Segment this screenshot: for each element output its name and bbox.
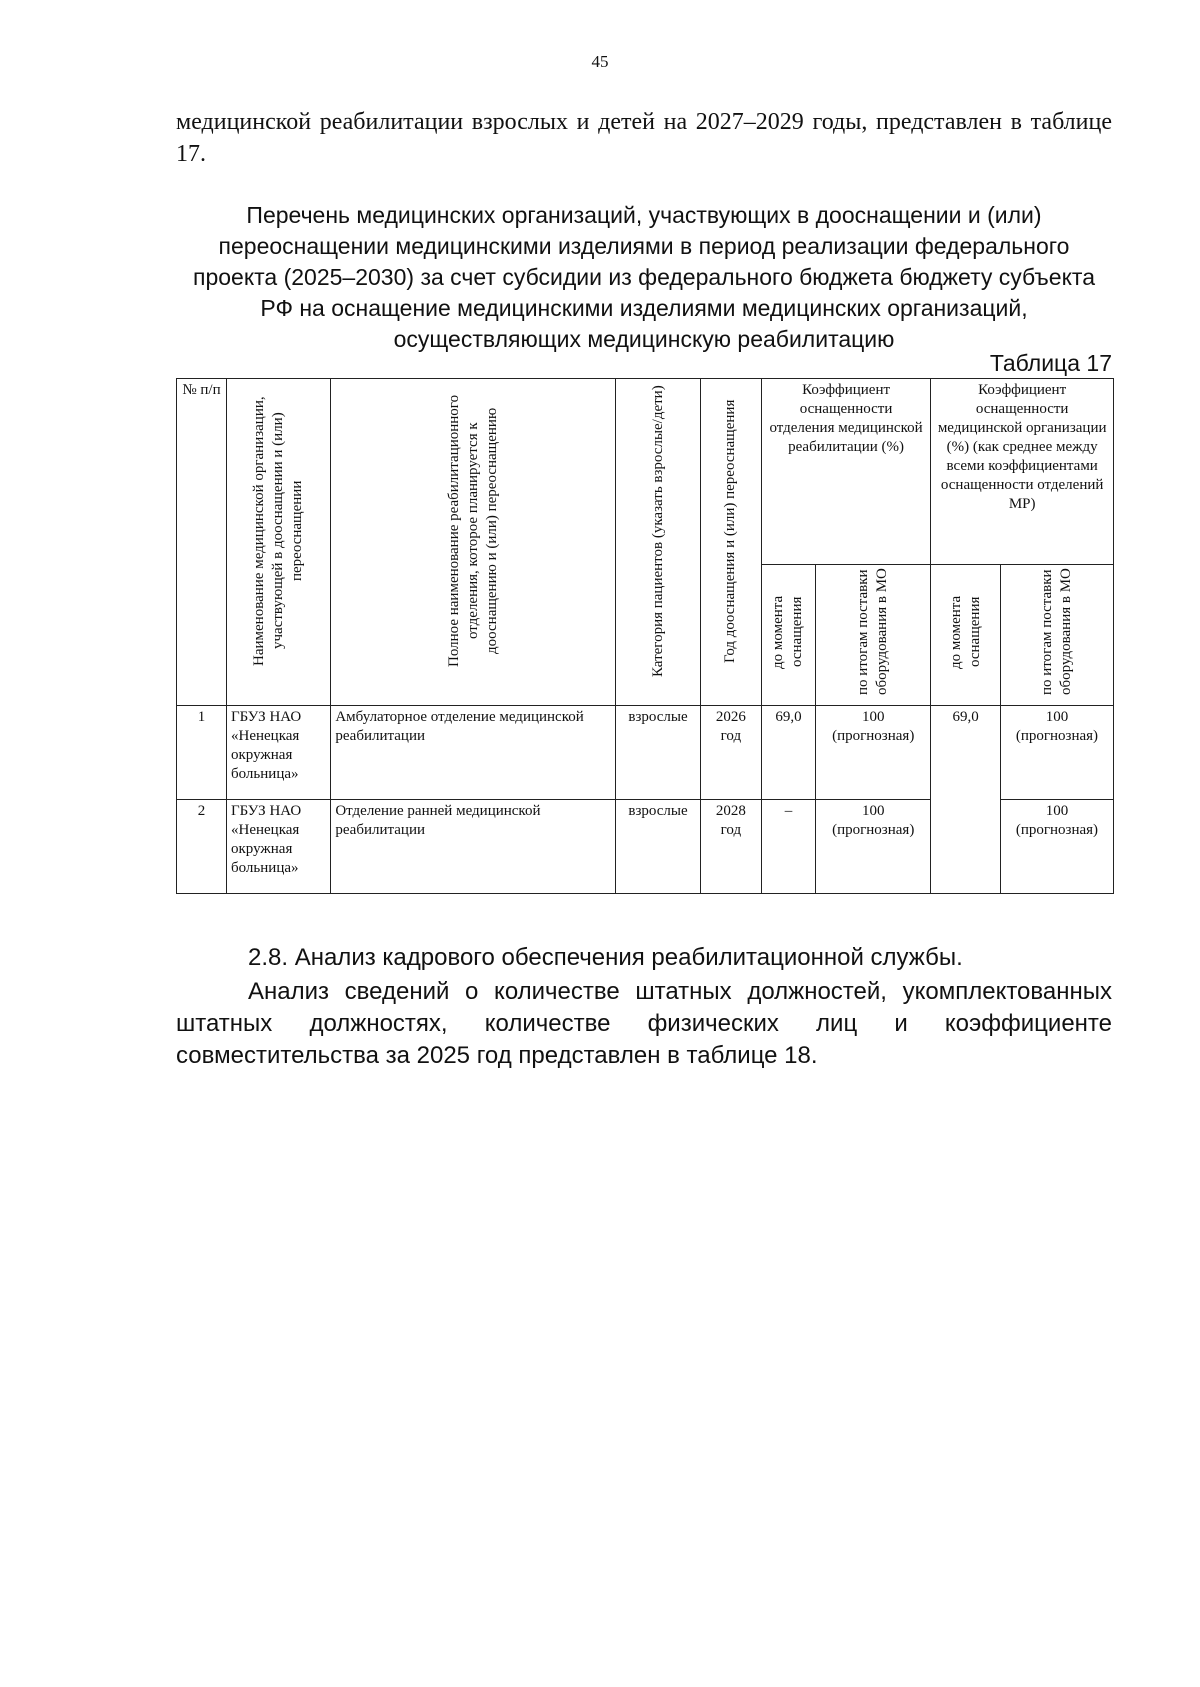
header-category — [616, 379, 701, 706]
section-heading: 2.8. Анализ кадрового обеспечения реабилитационной службы. — [248, 944, 963, 971]
table-title: Перечень медицинских организаций, участвующих в дооснащении и (или) переоснащении медицинскими изделиями в период реализации федерального проекта (2025–2030) за счет субсидии из федерального бюджета бюджету субъекта РФ на оснащение медицинскими изделиями медицинских организаций, осуществляющих медицинскую реабилитацию — [193, 202, 1095, 352]
row-dept-before: – — [761, 800, 815, 894]
row-dept: Отделение ранней медицинской реабилитации — [331, 800, 616, 894]
organizations-table — [176, 378, 1114, 894]
header-org-before — [931, 565, 1001, 706]
row-dept: Амбулаторное отделение медицинской реабилитации — [331, 706, 616, 800]
row-org-after: 100 (прогнозная) — [1000, 800, 1113, 894]
row-num: 2 — [177, 800, 227, 894]
header-dept-text: Полное наименование реабилитационного отделения, которое планируется к дооснащению и (или) переоснащению — [445, 394, 500, 668]
row-org: ГБУЗ НАО «Ненецкая окружная больница» — [227, 706, 331, 800]
row-dept-after: 100 (прогнозная) — [816, 706, 931, 800]
header-coef-org: Коэффициент оснащенности медицинской организации (%) (как среднее между всеми коэффициентами оснащенности отделений МР) — [931, 379, 1114, 565]
header-dept-before-text: до момента оснащения — [770, 595, 806, 669]
header-year — [700, 379, 761, 706]
table-row — [177, 706, 1114, 800]
row-org-after: 100 (прогнозная) — [1000, 706, 1113, 800]
header-num: № п/п — [177, 379, 227, 706]
section-body: Анализ сведений о количестве штатных должностей, укомплектованных штатных должностях, количестве физических лиц и коэффициенте совместительства за 2025 год представлен в таблице 18. — [176, 978, 1112, 1069]
header-dept-before — [761, 565, 815, 706]
row-org-before-merged: 69,0 — [931, 706, 1001, 894]
row-category: взрослые — [616, 706, 701, 800]
header-org-before-text: до момента оснащения — [947, 595, 983, 669]
header-org-text: Наименование медицинской организации, участвующей в дооснащении и (или) переоснащении — [251, 396, 306, 666]
header-dept-after — [816, 565, 931, 706]
row-org: ГБУЗ НАО «Ненецкая окружная больница» — [227, 800, 331, 894]
header-dept — [331, 379, 616, 706]
header-dept-after-text: по итогам поставки оборудования в МО — [855, 568, 891, 696]
header-org-after-text: по итогам поставки оборудования в МО — [1038, 568, 1074, 696]
row-dept-before: 69,0 — [761, 706, 815, 800]
header-year-text: Год дооснащения и (или) переоснащения — [722, 399, 739, 663]
header-org — [227, 379, 331, 706]
row-year: 2028 год — [700, 800, 761, 894]
page-number: 45 — [591, 52, 609, 71]
table-label: Таблица 17 — [989, 350, 1112, 376]
row-dept-after: 100 (прогнозная) — [816, 800, 931, 894]
header-coef-dept: Коэффициент оснащенности отделения медицинской реабилитации (%) — [761, 379, 931, 565]
intro-paragraph: медицинской реабилитации взрослых и детей на 2027–2029 годы, представлен в таблице 17. — [176, 109, 1112, 167]
header-category-text: Категория пациентов (указать взрослые/дети) — [649, 385, 666, 677]
row-num: 1 — [177, 706, 227, 800]
header-org-after — [1000, 565, 1113, 706]
row-category: взрослые — [616, 800, 701, 894]
row-year: 2026 год — [700, 706, 761, 800]
